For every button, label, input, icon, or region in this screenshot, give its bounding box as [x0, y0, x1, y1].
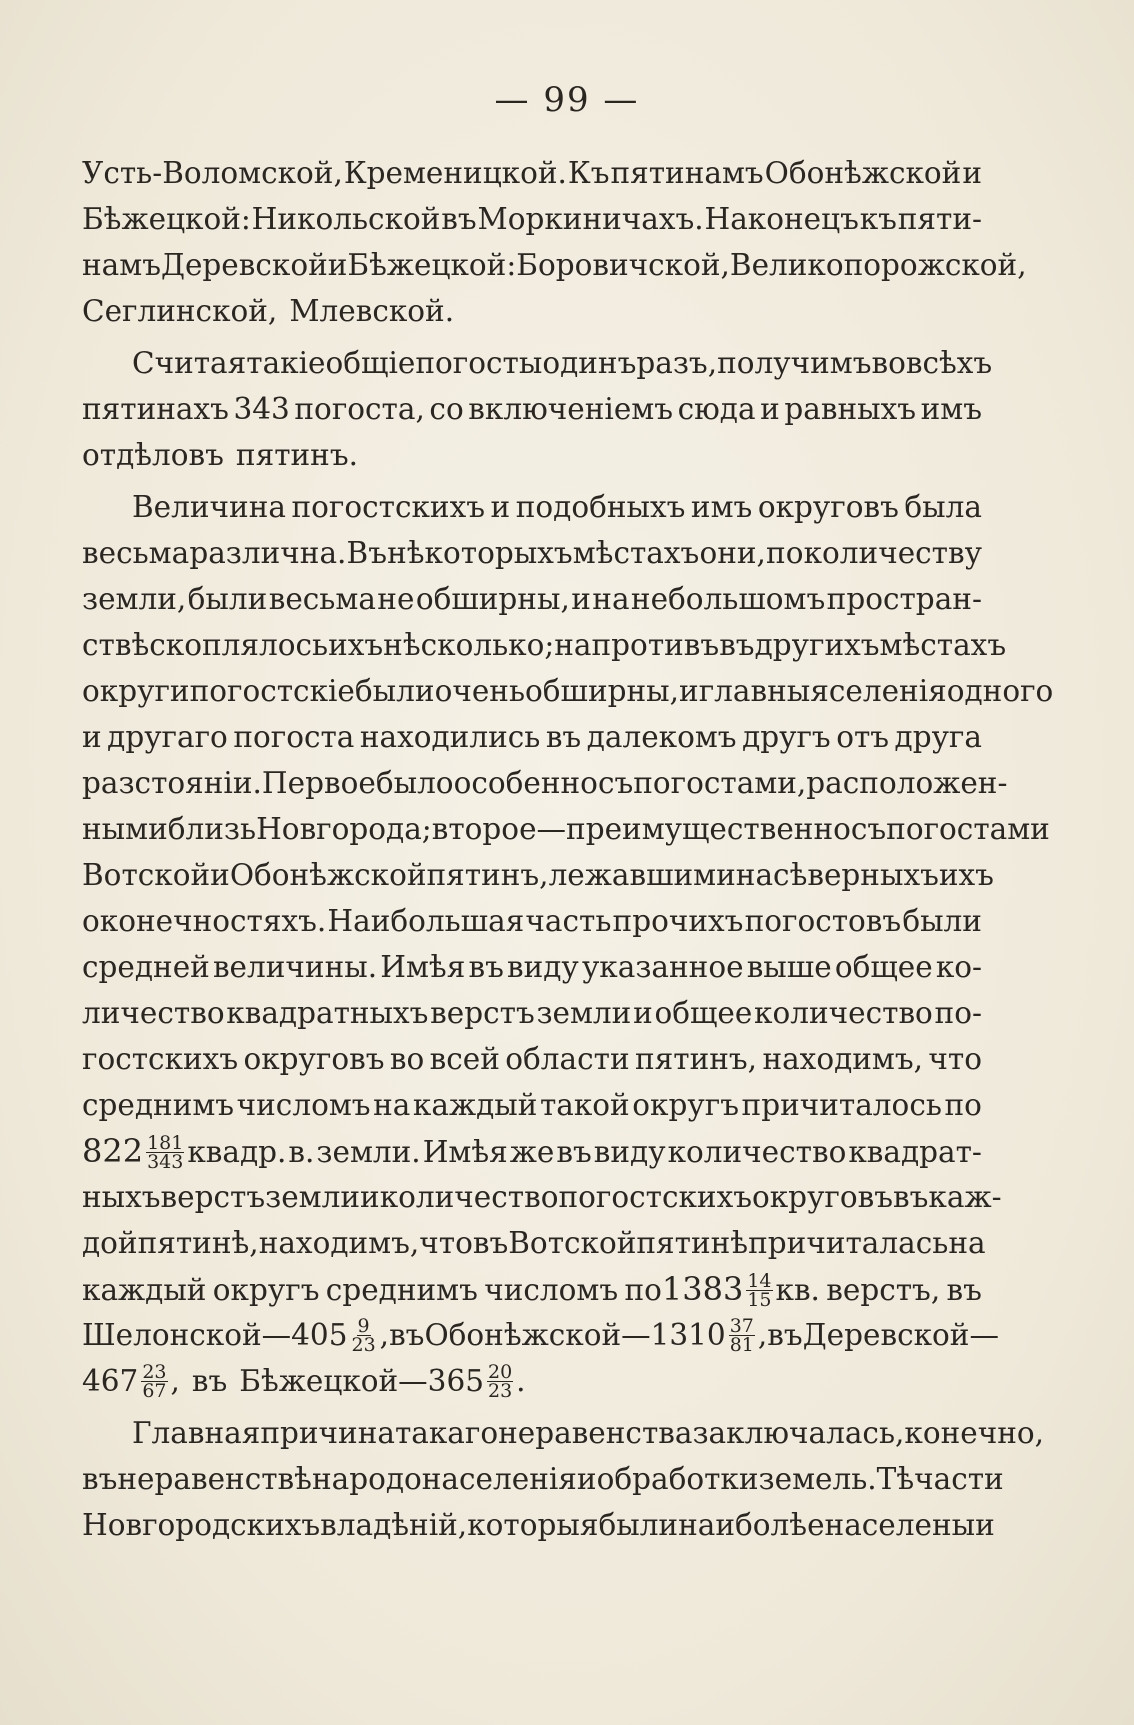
word: Величина — [132, 490, 286, 524]
word: пяти- — [897, 202, 982, 236]
word: Деревской — [160, 248, 328, 282]
word: Сеглинской, — [82, 294, 278, 328]
word: Усть-Воломской, — [82, 156, 343, 190]
text-line — [82, 760, 1008, 806]
word: и — [633, 996, 653, 1030]
word: очень — [434, 674, 526, 708]
word: Къ — [567, 156, 610, 190]
word-group — [556, 1129, 591, 1175]
word: включеніемъ — [468, 392, 673, 426]
word: заключалась, — [692, 1416, 905, 1450]
word: сѣверныхъ — [773, 858, 939, 892]
word: Вотской — [82, 858, 211, 892]
word-group — [288, 1129, 314, 1175]
word: каждый — [82, 1273, 207, 1307]
word: близь — [167, 812, 257, 846]
word-group — [82, 1312, 389, 1358]
text-line — [82, 1502, 995, 1548]
text-line — [82, 714, 982, 760]
text-line — [82, 668, 1054, 714]
text-line — [82, 432, 982, 478]
word: неравенства — [498, 1416, 693, 1450]
text-line — [82, 242, 1027, 288]
word: погостами, — [633, 766, 807, 800]
word-group — [668, 1129, 847, 1175]
word: . — [516, 1364, 526, 1398]
text-line — [82, 1456, 1004, 1502]
text-line — [82, 484, 982, 530]
fraction-numerator: 20 — [487, 1360, 513, 1383]
word: во — [871, 346, 906, 380]
word: отдѣловъ — [82, 438, 224, 472]
word: земли — [265, 1180, 361, 1214]
word: въ — [767, 1318, 803, 1352]
word: напротивъ — [554, 628, 720, 662]
fraction-numerator: 14 — [747, 1269, 772, 1292]
fraction-denominator: 81 — [729, 1333, 754, 1356]
word: общее — [834, 950, 933, 984]
text-line — [82, 944, 982, 990]
word: Деревской— — [802, 1318, 999, 1352]
word: же — [509, 1135, 555, 1169]
word: Млевской. — [289, 294, 455, 328]
word: земли — [536, 996, 632, 1030]
word: округи — [82, 674, 190, 708]
word: были — [598, 1508, 679, 1542]
word: пятинѣ — [636, 1226, 749, 1260]
word: обширны, — [415, 582, 570, 616]
word: Обонѣжской — [229, 858, 427, 892]
word: округовъ — [757, 490, 899, 524]
word: причиталась — [748, 1226, 949, 1260]
word: Въ — [346, 536, 387, 570]
text-line — [82, 990, 982, 1036]
word: другихъ — [754, 628, 880, 662]
text-line — [82, 1410, 1045, 1456]
word: такаго — [394, 1416, 499, 1450]
fraction-denominator: 23 — [351, 1333, 376, 1356]
word: на — [948, 1226, 986, 1260]
word: Обонѣжской—1310 — [424, 1318, 726, 1352]
word: въ — [472, 1226, 509, 1260]
word-group — [510, 1129, 555, 1175]
text-line — [82, 1174, 1002, 1220]
text-line — [82, 576, 982, 622]
word: во — [389, 1042, 425, 1076]
word: 467 — [82, 1364, 139, 1398]
word: квадратныхъ — [226, 996, 429, 1030]
word: были — [187, 582, 268, 616]
fraction-numerator: 9 — [357, 1314, 370, 1337]
word: Тѣ — [876, 1462, 915, 1496]
word: Бѣжецкой: — [347, 248, 517, 282]
word: 822 — [82, 1132, 144, 1170]
word: и — [679, 674, 699, 708]
word: неравенствѣ — [117, 1462, 312, 1496]
word-group — [624, 1266, 820, 1313]
word: и — [82, 720, 102, 754]
word: Имѣя — [422, 1135, 508, 1169]
word: наиболѣе — [678, 1508, 825, 1542]
word: личество — [82, 996, 225, 1030]
word: ныхъ — [82, 1180, 161, 1214]
word: Никольской — [251, 202, 441, 236]
word: 1383 — [661, 1270, 744, 1308]
word: погоста — [233, 720, 355, 754]
word: которыя — [467, 1508, 599, 1542]
word-group — [82, 1358, 180, 1404]
fraction-denominator: 23 — [487, 1379, 513, 1402]
word: пятинахъ — [82, 392, 229, 426]
word: что — [928, 1042, 982, 1076]
word: земли, — [82, 582, 187, 616]
word-group — [803, 1312, 999, 1358]
word: друга — [894, 720, 982, 754]
fraction — [729, 1314, 755, 1356]
word: погостовъ — [744, 904, 902, 938]
word: и — [760, 392, 780, 426]
word: часть — [525, 904, 612, 938]
word: виду — [507, 950, 579, 984]
text-line — [82, 622, 1007, 668]
word: они, — [699, 536, 766, 570]
word: и — [975, 1508, 995, 1542]
text-line — [82, 1312, 999, 1358]
word: такіе — [246, 346, 326, 380]
word: находились — [359, 720, 541, 754]
word: числомъ — [236, 1088, 371, 1122]
word: равныхъ — [784, 392, 917, 426]
word: погостами — [886, 812, 1050, 846]
word: пятинъ. — [235, 438, 358, 472]
word: всей — [429, 1042, 500, 1076]
word: расположен- — [806, 766, 1008, 800]
word: не — [377, 582, 415, 616]
word: общіе — [325, 346, 416, 380]
word: Наибольшая — [327, 904, 525, 938]
text-line — [82, 196, 982, 242]
word: мѣстахъ — [879, 628, 1007, 662]
word: весьма — [268, 582, 376, 616]
fraction — [746, 1269, 772, 1311]
word: прочихъ — [612, 904, 744, 938]
word: по — [624, 1273, 662, 1307]
word: небольшомъ — [630, 582, 826, 616]
word: числомъ — [484, 1273, 619, 1307]
word: указанное — [581, 950, 744, 984]
word: количество — [379, 1180, 559, 1214]
word: со — [429, 392, 464, 426]
word: земель. — [758, 1462, 877, 1496]
word: погостскихъ — [291, 490, 485, 524]
word: въ — [441, 202, 477, 236]
word: пятинамъ — [610, 156, 764, 190]
word: другъ — [742, 720, 831, 754]
word: одинъ — [542, 346, 637, 380]
word: нѣкоторыхъ — [387, 536, 573, 570]
word: были — [354, 674, 435, 708]
word: народонаселенія — [311, 1462, 577, 1496]
word: причиталось — [741, 1088, 942, 1122]
word: различна. — [189, 536, 347, 570]
word: въ — [946, 1273, 982, 1307]
word: разъ, — [636, 346, 718, 380]
fraction-denominator: 15 — [747, 1288, 772, 1311]
word: Бѣжецкой—365 — [239, 1364, 484, 1398]
word-group — [594, 1129, 666, 1175]
word: количество — [667, 1135, 847, 1169]
text-line — [82, 1082, 982, 1128]
word: кв. — [775, 1273, 820, 1307]
word: ихъ — [328, 628, 384, 662]
fraction-denominator: 343 — [147, 1150, 184, 1173]
word-group — [389, 1312, 424, 1358]
word-group — [192, 1358, 227, 1404]
fraction-denominator: 67 — [142, 1379, 167, 1402]
word: въ — [389, 1318, 425, 1352]
word: погосты — [415, 346, 543, 380]
word: и — [490, 490, 511, 524]
word: по- — [934, 996, 982, 1030]
word: были — [902, 904, 982, 938]
word: оконечностяхъ. — [82, 904, 327, 938]
word: сюда — [677, 392, 756, 426]
word: получимъ — [717, 346, 872, 380]
word: намъ — [82, 248, 161, 282]
word: обработки — [596, 1462, 759, 1496]
word: по — [766, 536, 804, 570]
text-line — [82, 1036, 982, 1082]
word: далекомъ — [586, 720, 737, 754]
word: въ — [719, 628, 755, 662]
word: что — [419, 1226, 473, 1260]
text-line — [82, 1220, 986, 1266]
word: другаго — [107, 720, 228, 754]
word: Наконецъ — [704, 202, 859, 236]
word: и — [576, 1462, 597, 1496]
word: , — [379, 1318, 390, 1352]
fraction — [146, 1131, 184, 1173]
word: одного — [946, 674, 1054, 708]
text-line — [82, 852, 994, 898]
word: Боровичской, — [516, 248, 730, 282]
word: въ — [556, 1135, 592, 1169]
word: населены — [824, 1508, 976, 1542]
text-line — [82, 288, 982, 334]
word: и — [360, 1180, 380, 1214]
word: Первое — [261, 766, 376, 800]
word: имъ — [920, 392, 982, 426]
word-group — [423, 1129, 508, 1175]
text-line — [82, 1128, 982, 1174]
word: и — [210, 858, 230, 892]
word: виду — [593, 1135, 666, 1169]
fraction-numerator: 37 — [729, 1314, 754, 1337]
word: , — [170, 1364, 180, 1398]
word: съ — [597, 766, 634, 800]
word: всѣхъ — [905, 346, 993, 380]
word: пятинъ, — [635, 1042, 758, 1076]
word: въ — [468, 950, 504, 984]
word-group — [767, 1312, 802, 1358]
word-group — [848, 1129, 982, 1175]
word: верстъ — [430, 996, 535, 1030]
word: имъ — [690, 490, 753, 524]
word: Бѣжецкой: — [82, 202, 251, 236]
word: гостскихъ — [82, 1042, 239, 1076]
word: Главная — [132, 1416, 261, 1450]
word: особенно — [453, 766, 598, 800]
word: Шелонской—405 — [82, 1318, 348, 1352]
word: главныя — [698, 674, 829, 708]
text-line — [82, 150, 982, 196]
word: и — [571, 582, 591, 616]
word-group — [82, 1267, 206, 1313]
word: округовъ — [751, 1180, 894, 1214]
word-group — [316, 1129, 420, 1175]
word: пятинѣ, — [137, 1226, 259, 1260]
fraction-numerator: 181 — [147, 1131, 184, 1154]
word: находимъ, — [762, 1042, 924, 1076]
word: нѣсколько; — [383, 628, 555, 662]
word-group — [947, 1267, 982, 1313]
word: Кременицкой. — [343, 156, 567, 190]
word-group — [484, 1267, 618, 1313]
word: причина — [260, 1416, 395, 1450]
word-group — [326, 1267, 478, 1313]
word: селенія — [828, 674, 947, 708]
word: части — [914, 1462, 1004, 1496]
word: по — [944, 1088, 982, 1122]
word: Новгородскихъ — [82, 1508, 321, 1542]
word: погоста, — [294, 392, 425, 426]
word: было — [375, 766, 454, 800]
word: среднимъ — [325, 1273, 478, 1307]
word: выше — [746, 950, 832, 984]
word: Имѣя — [380, 950, 466, 984]
word: отъ — [836, 720, 890, 754]
word: величины. — [212, 950, 378, 984]
word: Новгорода; — [256, 812, 432, 846]
word: разстояніи. — [82, 766, 262, 800]
word-group — [239, 1358, 525, 1404]
word: въ — [191, 1364, 228, 1398]
word: въ — [545, 720, 582, 754]
word-group — [826, 1267, 940, 1313]
text-line — [82, 530, 982, 576]
word: и — [327, 248, 348, 282]
word: средней — [82, 950, 210, 984]
word: лежавшими — [548, 858, 736, 892]
word: Великопорожской, — [729, 248, 1027, 282]
word: и — [962, 156, 982, 190]
word: въ — [893, 1180, 929, 1214]
word: обширны, — [525, 674, 680, 708]
text-line — [82, 806, 1050, 852]
word: владѣній, — [320, 1508, 468, 1542]
word: ко- — [935, 950, 982, 984]
word: ными — [82, 812, 168, 846]
word: погостскіе — [189, 674, 355, 708]
word: в. — [288, 1135, 315, 1169]
word: погостскихъ — [558, 1180, 752, 1214]
word: общее — [654, 996, 753, 1030]
word: Вотской — [508, 1226, 637, 1260]
text-line — [82, 340, 993, 386]
word: ихъ — [938, 858, 994, 892]
word: пятинъ, — [426, 858, 549, 892]
word-group — [82, 1128, 286, 1175]
page-body — [82, 150, 1054, 1548]
word: Обонѣжской — [764, 156, 962, 190]
word: подобныхъ — [515, 490, 686, 524]
word: количество — [754, 996, 933, 1030]
word: среднимъ — [82, 1088, 235, 1122]
word: каж- — [928, 1180, 1002, 1214]
text-line — [82, 1358, 982, 1404]
word: верстъ — [160, 1180, 266, 1214]
word: скоплялось — [149, 628, 329, 662]
word: такой — [539, 1088, 630, 1122]
word: квадр. — [187, 1135, 287, 1169]
word: находимъ, — [258, 1226, 420, 1260]
word: земли. — [316, 1135, 421, 1169]
word: конечно, — [904, 1416, 1045, 1450]
word: дой — [82, 1226, 138, 1260]
word: была — [904, 490, 982, 524]
word: области — [505, 1042, 630, 1076]
word: верстъ, — [826, 1273, 941, 1307]
word: съ — [850, 812, 887, 846]
fraction — [350, 1314, 376, 1356]
page-number: — 99 — — [494, 80, 640, 120]
word: округовъ — [243, 1042, 385, 1076]
word: второе—преимущественно — [431, 812, 851, 846]
word: мѣстахъ — [572, 536, 700, 570]
word: количеству — [803, 536, 982, 570]
word: , — [757, 1318, 768, 1352]
word: 343 — [233, 392, 290, 426]
word: Моркиничахъ. — [477, 202, 704, 236]
text-line — [82, 898, 982, 944]
fraction — [487, 1360, 513, 1402]
word: на — [373, 1088, 411, 1122]
word: ствѣ — [82, 628, 150, 662]
text-line — [82, 1266, 982, 1312]
word: въ — [82, 1462, 118, 1496]
word-group — [213, 1267, 320, 1313]
word: округъ — [212, 1273, 320, 1307]
word: Считая — [132, 346, 247, 380]
word: простран- — [826, 582, 982, 616]
word: каждый — [412, 1088, 538, 1122]
word: на — [735, 858, 774, 892]
word: квадрат- — [848, 1135, 982, 1169]
word: весьма — [82, 536, 190, 570]
word: на — [592, 582, 630, 616]
word-group — [424, 1312, 767, 1358]
fraction — [141, 1360, 167, 1402]
text-line — [82, 386, 982, 432]
word: округъ — [632, 1088, 739, 1122]
word: къ — [859, 202, 897, 236]
fraction-numerator: 23 — [142, 1360, 167, 1383]
